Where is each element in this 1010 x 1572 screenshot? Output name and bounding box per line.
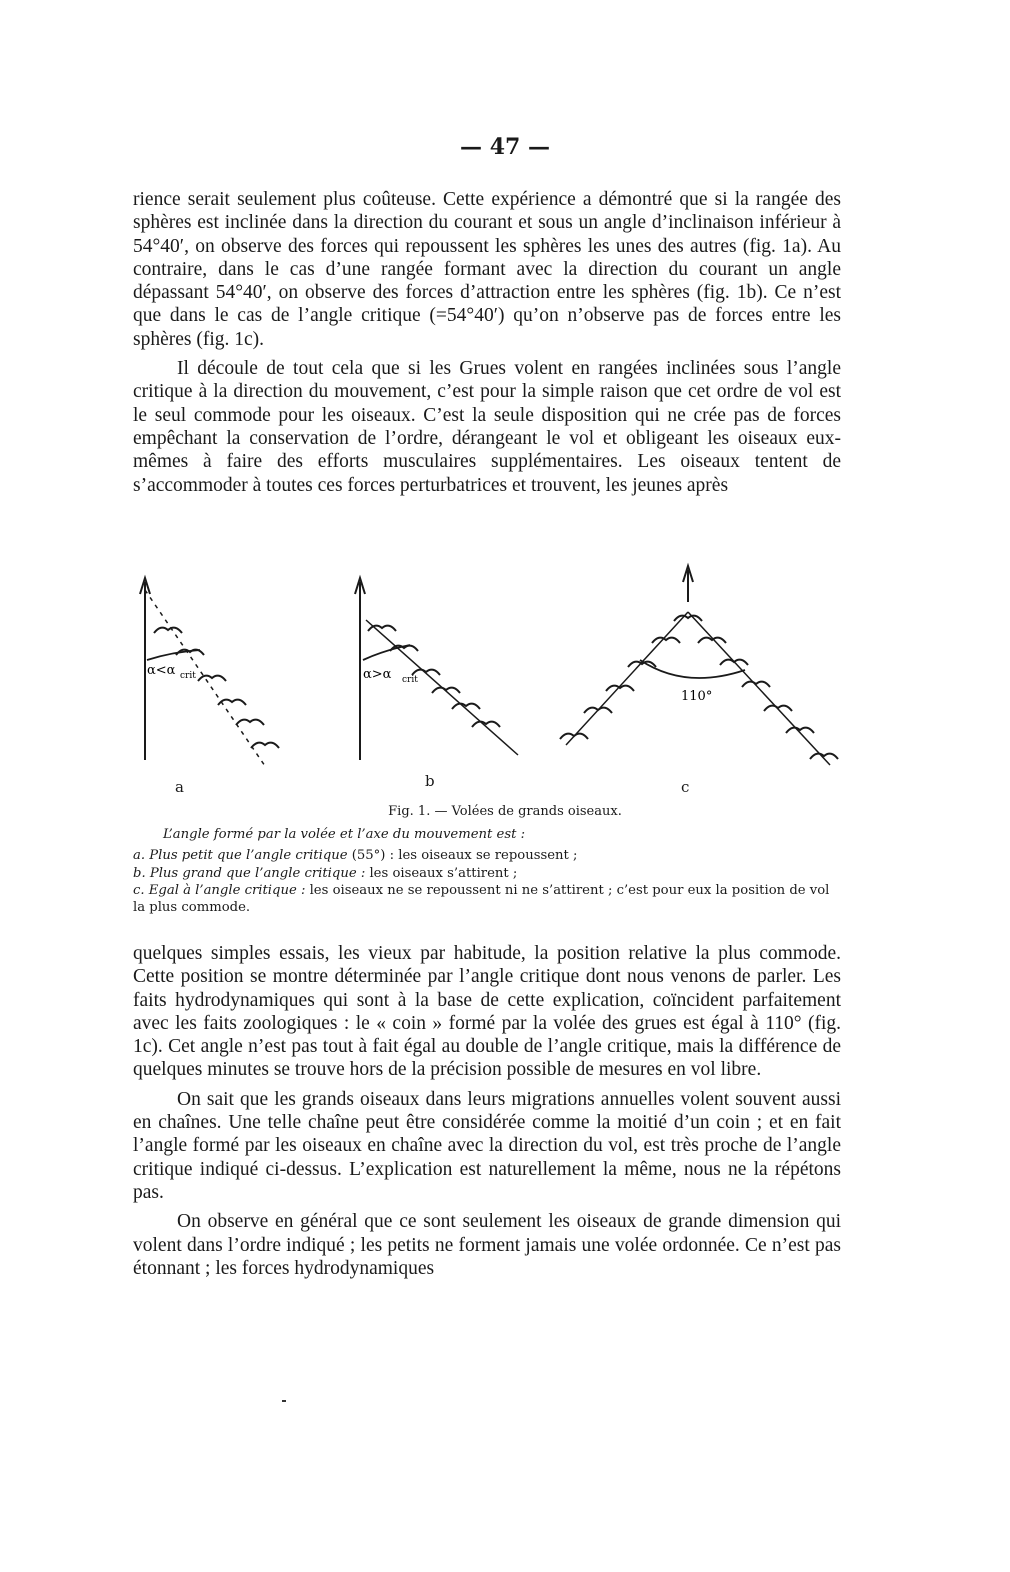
panel-letter-a: a: [175, 778, 184, 796]
bird-icon: [584, 708, 612, 713]
angle-sub-a: crit: [180, 671, 196, 681]
bird-icon: [720, 660, 748, 665]
caption-item-label: c. Egal à l’angle critique :: [133, 882, 306, 898]
bird-icon: [652, 638, 680, 643]
figure-caption: [133, 826, 843, 916]
panel-letter-c: c: [681, 778, 690, 796]
caption-item-b: [133, 865, 843, 882]
caption-item-label: a. Plus petit que l’angle critique: [133, 848, 348, 864]
page-number: — 47 —: [460, 134, 550, 160]
bird-icon: [560, 734, 588, 739]
angle-label-c: 110°: [681, 689, 713, 704]
caption-item-text: les oiseaux ne se repoussent ni ne s’attirent ; c’est pour eux la position de vol la plus commode.: [133, 882, 830, 916]
paragraph: On sait que les grands oiseaux dans leurs migrations annuelles volent souvent aussi en chaînes. Une telle chaîne peut être considérée comme la moitié d’un coin ; et en fait l’angle formé par les oiseaux en chaîne avec la direction du vol, est très proche de l’angle critique indiqué ci-dessus. L’explication est naturellement la même, nous ne la répétons pas.: [133, 1088, 841, 1203]
paragraph: rience serait seulement plus coûteuse. Cette expérience a démontré que si la rangée des sphères est inclinée dans la direction du courant et sous un angle d’inclinaison inférieur à 54°40′, on observe des forces qui repoussent les sphères les unes des autres (fig. 1a). Au contraire, dans le cas d’une rangée formant avec la direction du courant un angle dépassant 54°40′, on observe des forces d’attraction entre les sphères (fig. 1b). Ce n’est que dans le cas de l’angle critique (=54°40′) qu’on n’observe pas de forces entre les sphères (fig. 1c).: [133, 189, 841, 350]
paragraph: quelques simples essais, les vieux par habitude, la position relative la plus commode. Cette position se montre déterminée par l’angle critique dont nous venons de parler. Les faits hydrodynamiques qui sont à la base de cette explication, coïncident parfaitement avec les faits zoologiques : le « coin » formé par la volée des grues est égal à 110° (fig. 1c). Cet angle n’est pas tout à fait égal au double de l’angle critique, mais la différence de quelques minutes se trouve hors de la précision possible de mesures en vol libre.: [133, 943, 841, 1081]
body-text-bottom: [133, 942, 841, 1280]
figure-caption-title: Fig. 1. — Volées de grands oiseaux.: [388, 804, 622, 819]
caption-intro: L’angle formé par la volée et l’axe du mouvement est :: [163, 827, 526, 842]
bird-icon: [198, 676, 226, 681]
caption-item-text: (55°) : les oiseaux se repoussent ;: [347, 848, 578, 864]
bird-icon: [674, 616, 702, 621]
panel-b-diagram: [355, 578, 518, 760]
caption-item-text: les oiseaux s’attirent ;: [365, 865, 518, 881]
panel-c-diagram: [560, 566, 838, 765]
figure-drawing: [120, 560, 850, 800]
flight-line-left: [566, 612, 688, 745]
flight-line: [145, 590, 265, 766]
panel-letter-b: b: [425, 772, 435, 790]
angle-label-b: α>α: [363, 667, 392, 682]
bird-icon: [764, 706, 792, 711]
bird-icon: [368, 626, 396, 631]
caption-item-a: [133, 847, 843, 864]
angle-sub-b: crit: [402, 675, 418, 685]
bird-icon: [154, 628, 182, 633]
bird-icon: [236, 720, 264, 725]
caption-item-label: b. Plus grand que l’angle critique :: [133, 865, 366, 881]
caption-item-c: [133, 882, 843, 917]
angle-arc: [640, 660, 745, 678]
angle-label-a: α<α: [147, 663, 176, 678]
paragraph: On observe en général que ce sont seulement les oiseaux de grande dimension qui volent dans l’ordre indiqué ; les petits ne forment jamais une volée ordonnée. Ce n’est pas étonnant ; les forces hydrodynamiques: [133, 1211, 841, 1279]
panel-a-diagram: [140, 578, 279, 766]
body-text-top: [133, 188, 841, 497]
paragraph: Il découle de tout cela que si les Grues volent en rangées inclinées sous l’angle critique à la direction du mouvement, c’est pour la simple raison que cet ordre de vol est le seul commode pour les oiseaux. C’est la seule disposition qui ne crée pas de forces empêchant la conservation de l’ordre, dérangeant le vol et obligeant les oiseaux eux-mêmes à faire des efforts musculaires supplémentaires. Les oiseaux tentent de s’accommoder à toutes ces forces perturbatrices et trouvent, les jeunes après: [133, 358, 841, 496]
print-speck: [282, 1400, 286, 1402]
bird-icon: [432, 688, 460, 693]
bird-icon: [251, 743, 279, 748]
figure-1: [120, 560, 850, 800]
